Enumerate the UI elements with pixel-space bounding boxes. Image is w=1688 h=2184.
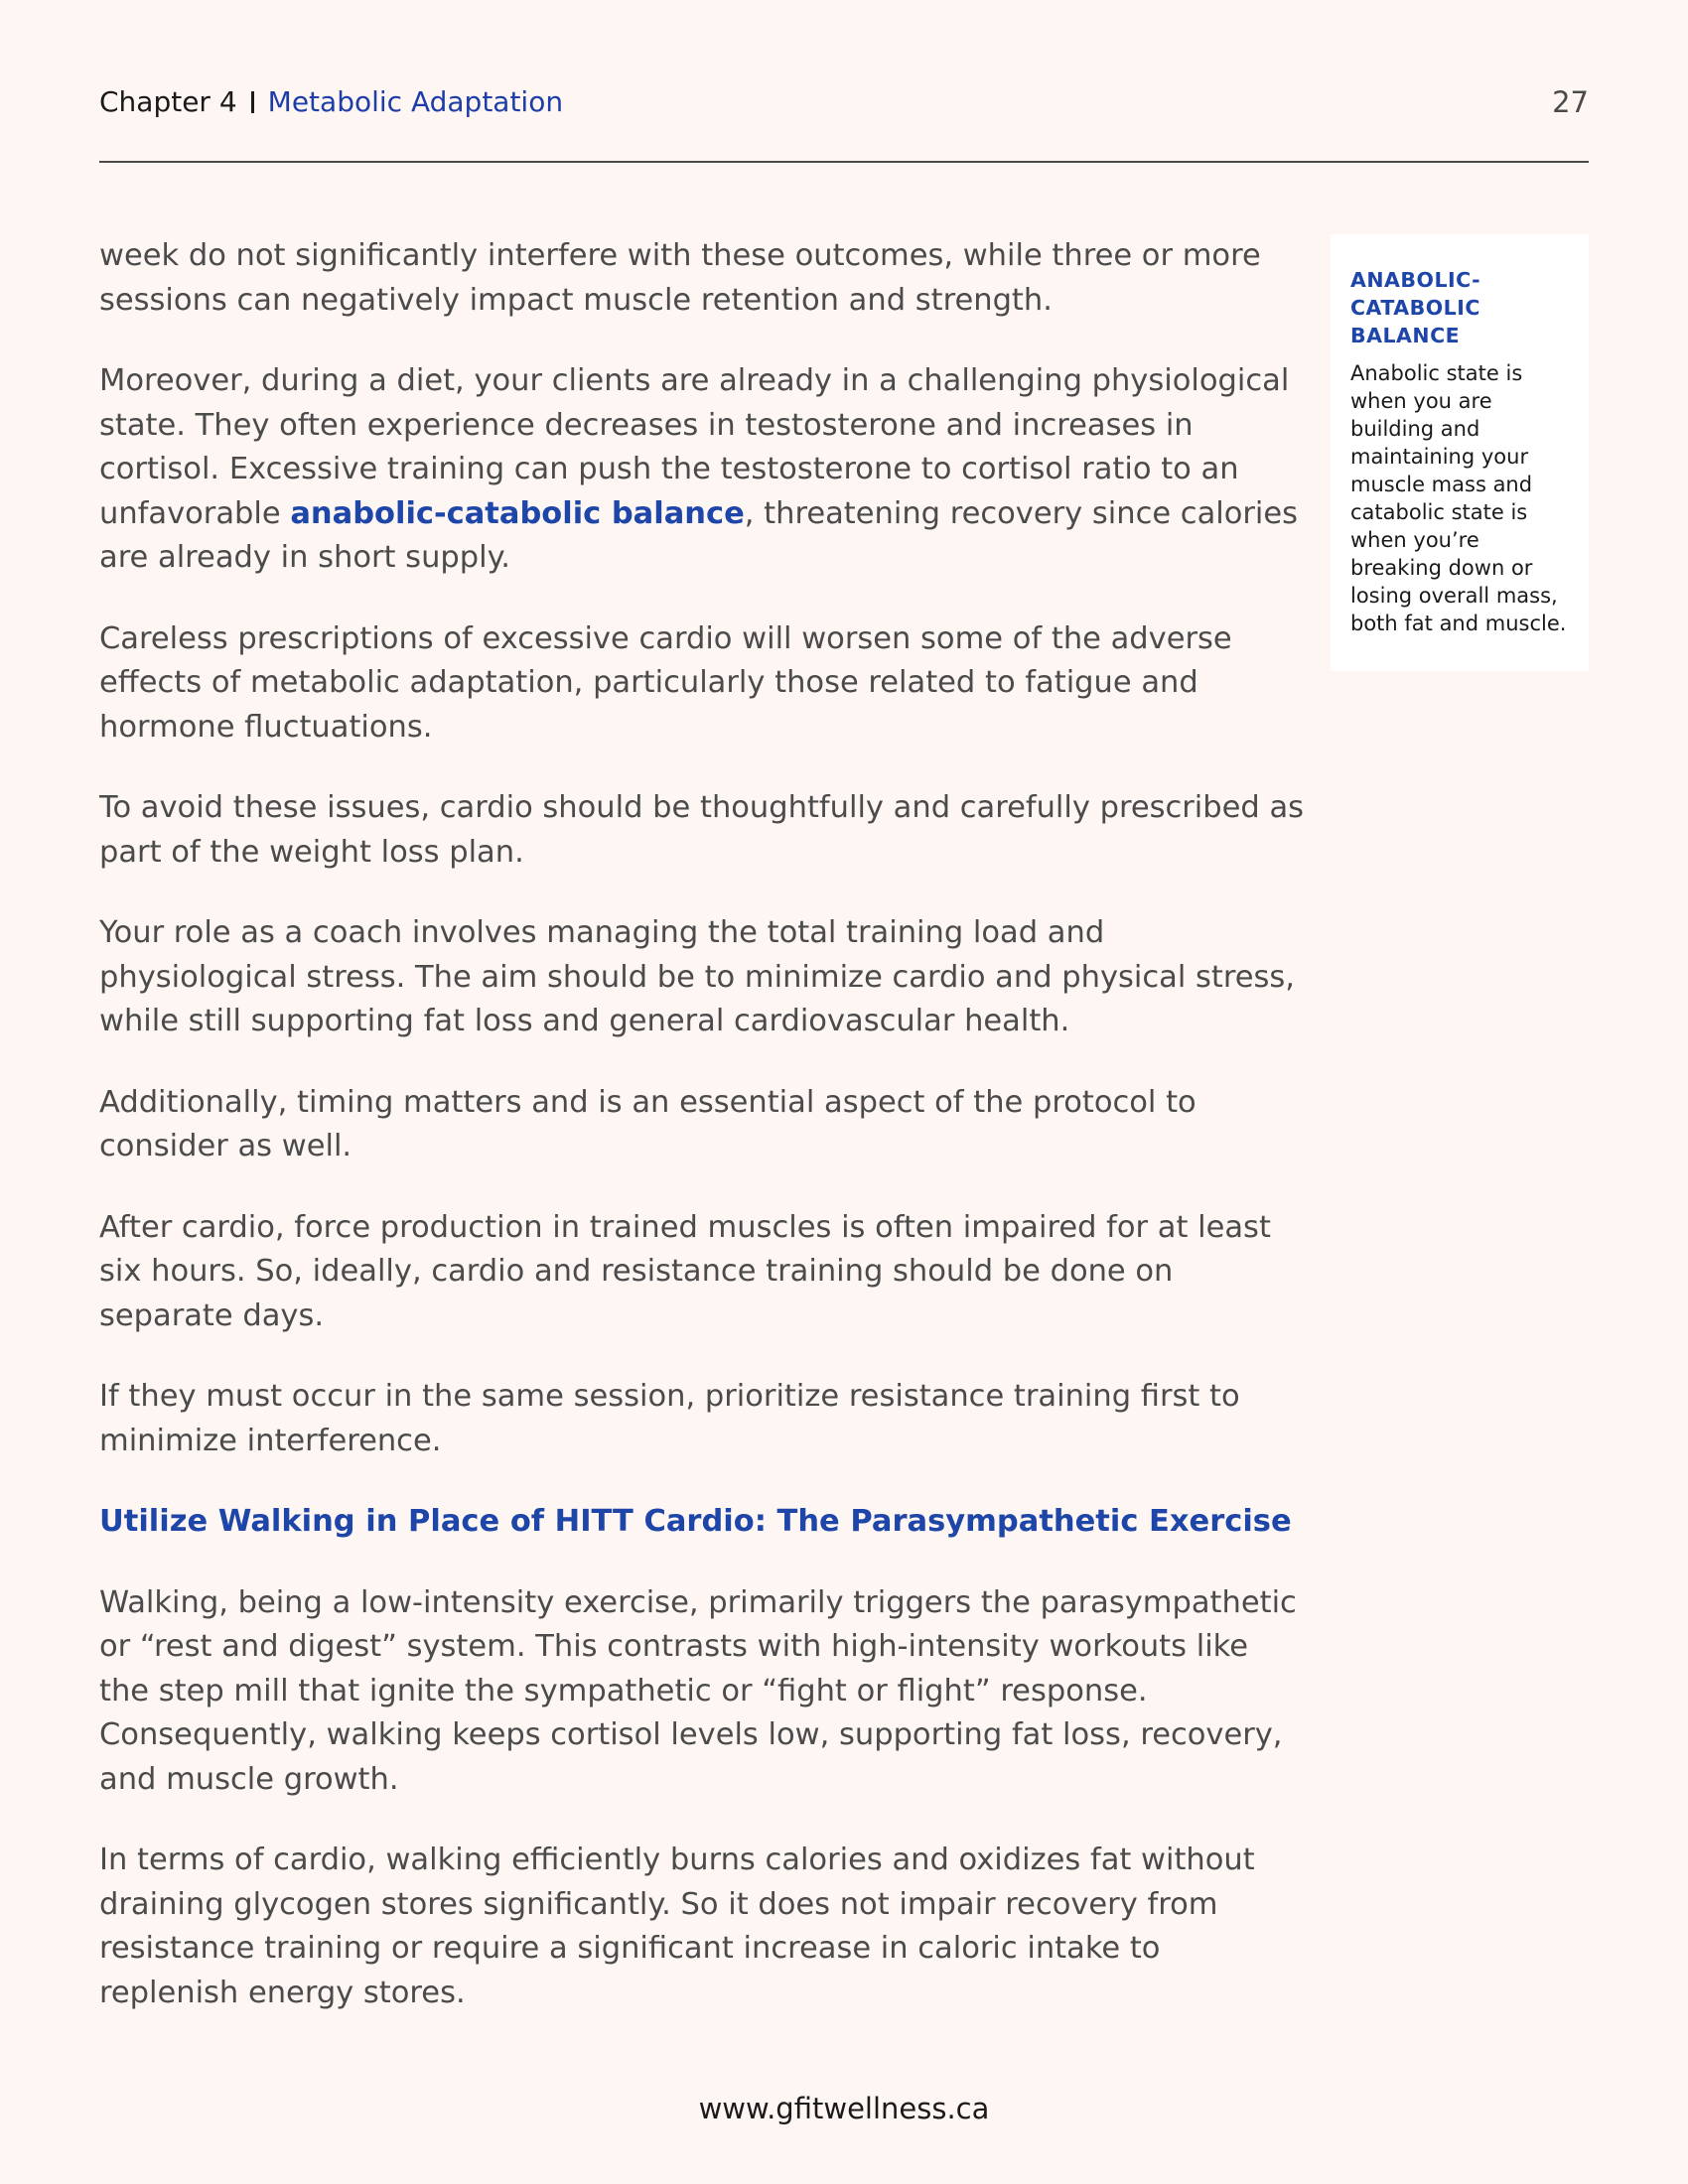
anabolic-catabolic-link[interactable]: anabolic-catabolic balance xyxy=(290,495,745,531)
paragraph-3: Careless prescriptions of excessive cardio will worsen some of the adverse effects of metabolic adaptation, particularly those related to fatigue and hormone fluctuations. xyxy=(99,620,1232,745)
paragraph-2-start: Moreover, during a diet, your clients are already in a challenging physiological state. They often experience decreases in testosterone and increases in cortisol. Excessive training can push the testosterone to cortisol ratio to an unfavorable xyxy=(99,363,1290,531)
paragraph-8: If they must occur in the same session, prioritize resistance training first to minimize interference. xyxy=(99,1379,1240,1458)
footer-url[interactable]: www.gfitwellness.ca xyxy=(698,2092,990,2125)
paragraph-9: Walking, being a low-intensity exercise, primarily triggers the parasympathetic or “rest and digest” system. This contrasts with high-intensity workouts like the step mill that ignite the sympathetic or “fight or flight” response. Consequently, walking keeps cortisol levels low, supporting fat loss, recovery, and muscle growth. xyxy=(99,1584,1297,1797)
chapter-label xyxy=(99,85,563,119)
header-separator xyxy=(251,91,254,113)
sidebar-definition: Anabolic state is when you are building and maintaining your muscle mass and catabolic state is when you’re breaking down or losing overall mass, both fat and muscle. xyxy=(1350,361,1567,635)
paragraph-7: After cardio, force production in trained muscles is often impaired for at least six hours. So, ideally, cardio and resistance training should be done on separate days. xyxy=(99,1209,1271,1333)
paragraph-2-end: , threatening recovery since calories are already in short supply. xyxy=(99,495,1299,575)
section-title: Metabolic Adaptation xyxy=(267,85,564,118)
chapter-number: Chapter 4 xyxy=(99,85,237,118)
page-header xyxy=(99,85,1589,125)
paragraph-5: Your role as a coach involves managing the total training load and physiological stress. The aim should be to minimize cardio and physical stress, while still supporting fat loss and general cardiovascular health. xyxy=(99,915,1295,1038)
paragraph-4: To avoid these issues, cardio should be thoughtfully and carefully prescribed as part of the weight loss plan. xyxy=(99,790,1305,870)
paragraph-1: week do not significantly interfere with these outcomes, while three or more sessions can negatively impact muscle retention and strength. xyxy=(99,238,1261,318)
page-number: 27 xyxy=(1552,85,1589,119)
header-divider xyxy=(99,161,1589,163)
paragraph-2 xyxy=(99,359,1306,581)
main-content xyxy=(99,234,1306,2052)
paragraph-6: Additionally, timing matters and is an essential aspect of the protocol to consider as well. xyxy=(99,1084,1196,1163)
paragraph-10: In terms of cardio, walking efficiently burns calories and oxidizes fat without draining glycogen stores significantly. So it does not impair recovery from resistance training or require a significant increase in caloric intake to replenish energy stores. xyxy=(99,1843,1255,2010)
sidebar-title: ANABOLIC-CATABOLIC BALANCE xyxy=(1350,268,1481,347)
section-heading: Utilize Walking in Place of HITT Cardio: The Parasympathetic Exercise xyxy=(99,1504,1292,1539)
definition-sidebar xyxy=(1331,234,1589,671)
